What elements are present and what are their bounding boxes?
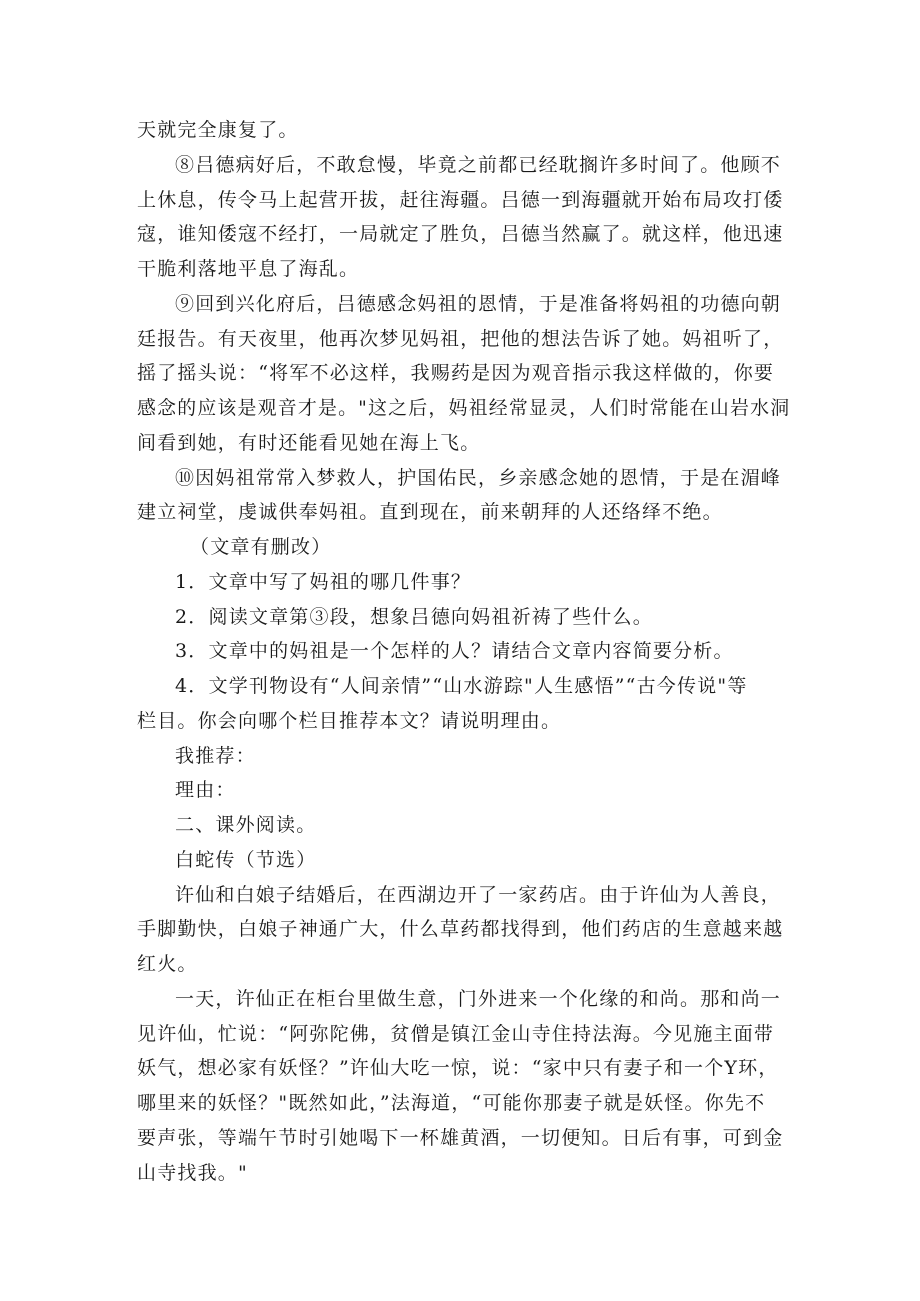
text-line: 寇，谁知倭寇不经打，一局就定了胜负，吕德当然赢了。就这样，他迅速 <box>137 223 784 245</box>
text-line: ⑩因妈祖常常入梦救人，护国佑民，乡亲感念她的恩情，于是在湄峰 <box>175 467 782 489</box>
section-heading: 二、课外阅读。 <box>175 814 317 836</box>
text-line: 一天，许仙正在柜台里做生意，门外进来一个化缘的和尚。那和尚一 <box>175 988 782 1010</box>
question-2: 2．阅读文章第③段，想象吕德向妈祖祈祷了些什么。 <box>175 606 653 628</box>
text-line: 要声张，等端午节时引她喝下一杯雄黄酒，一切便知。日后有事，可到金 <box>137 1127 784 1149</box>
text-line: 栏目。你会向哪个栏目推荐本文？请说明理由。 <box>137 710 562 732</box>
question-4: 4．文学刊物设有“人间亲情”“山水游踪"人生感悟”“古今传说"等 <box>175 675 748 697</box>
text-line: 摇了摇头说：“将军不必这样，我赐药是因为观音指示我这样做的，你要 <box>137 362 775 384</box>
text-line: 手脚勤快，白娘子神通广大，什么草药都找得到，他们药店的生意越来越 <box>137 918 784 940</box>
text-line: 廷报告。有天夜里，他再次梦见妈祖，把他的想法告诉了她。妈祖听了， <box>137 328 784 350</box>
text-line: 干脆利落地平息了海乱。 <box>137 258 360 280</box>
text-line: ⑨回到兴化府后，吕德感念妈祖的恩情，于是准备将妈祖的功德向朝 <box>175 293 782 315</box>
text-line: 许仙和白娘子结婚后，在西湖边开了一家药店。由于许仙为人善良， <box>175 884 782 906</box>
text-line: 红火。 <box>137 953 198 975</box>
text-line: 天就完全康复了。 <box>137 119 299 141</box>
text-line: 间看到她，有时还能看见她在海上飞。 <box>137 432 481 454</box>
passage-title: 白蛇传（节选） <box>175 849 317 871</box>
text-line: 见许仙，忙说：“阿弥陀佛，贫僧是镇江金山寺住持法海。今见施主面带 <box>137 1023 775 1045</box>
text-line: 哪里来的妖怪？"既然如此，”法海道，“可能你那妻子就是妖怪。你先不 <box>137 1092 766 1114</box>
question-1: 1．文章中写了妈祖的哪几件事？ <box>175 571 472 593</box>
text-line: 建立祠堂，虔诚供奉妈祖。直到现在，前来朝拜的人还络绎不绝。 <box>137 501 723 523</box>
text-line: 上休息，传令马上起营开拔，赶往海疆。吕德一到海疆就开始布局攻打倭 <box>137 189 784 211</box>
text-line: 山寺找我。" <box>137 1162 248 1184</box>
answer-recommend-label: 我推荐： <box>175 745 256 767</box>
text-line: 感念的应该是观音才是。"这之后，妈祖经常显灵，人们时常能在山岩水洞 <box>137 397 791 419</box>
answer-reason-label: 理由： <box>175 779 236 801</box>
text-line: 妖气，想必家有妖怪？”许仙大吃一惊，说：“家中只有妻子和一个Y环， <box>137 1057 779 1079</box>
question-3: 3．文章中的妈祖是一个怎样的人？请结合文章内容简要分析。 <box>175 640 734 662</box>
text-line: ⑧吕德病好后，不敢怠慢，毕竟之前都已经耽搁许多时间了。他顾不 <box>175 154 782 176</box>
text-line: （文章有删改） <box>190 536 332 558</box>
